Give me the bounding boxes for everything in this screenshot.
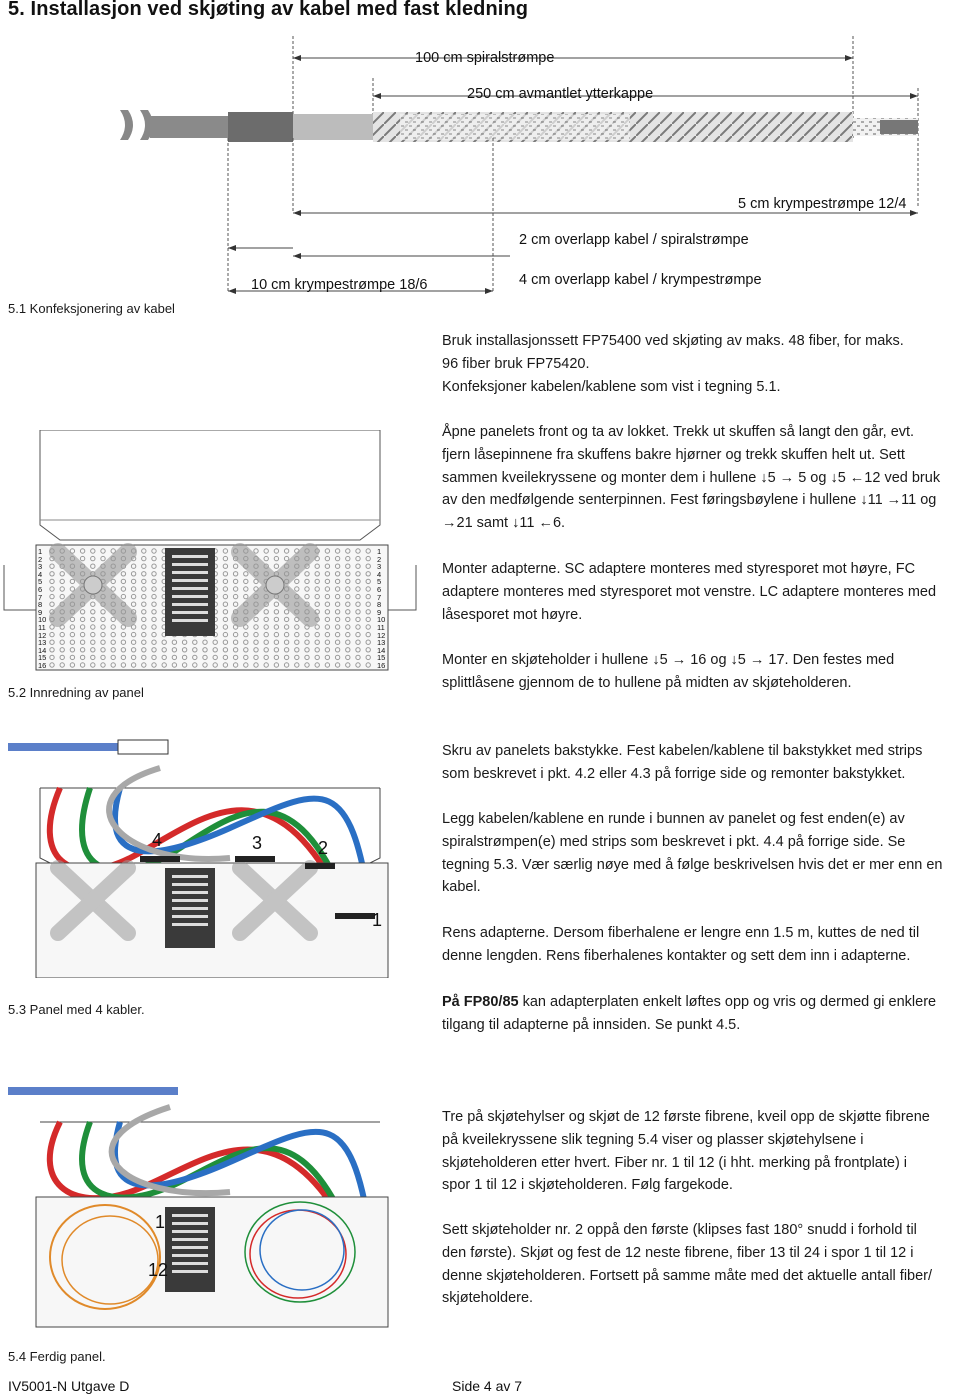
fp80-bold: På FP80/85 bbox=[442, 994, 519, 1010]
cable-diagram bbox=[0, 28, 960, 308]
paragraph-cable-routing: Legg kabelen/kablene en runde i bunnen av panelet og fest enden(e) av spiralstrømpen(e) med strips som beskrevet i pkt. 4.4 på forrige side. Se tegning 5.3. Vær særlig nøye med å følge beskrivelsen hvis det er mer enn en kabel. bbox=[442, 811, 943, 896]
cable-number-4: 4 bbox=[152, 830, 163, 850]
label-overlap-4cm: 4 cm overlapp kabel / krympestrømpe bbox=[519, 272, 762, 288]
figure-caption-5-4: 5.4 Ferdig panel. bbox=[8, 1349, 106, 1364]
paragraph-fp80: På FP80/85 kan adapterplaten enkelt løftes opp og vris og dermed gi enklere tilgang til adapterne på innsiden. Se punkt 4.5. bbox=[442, 994, 937, 1033]
label-outer-jacket: 250 cm avmantlet ytterkappe bbox=[467, 86, 654, 102]
holder-number-12: 12 bbox=[148, 1260, 169, 1280]
paragraph-clean-adapters: Rens adapterne. Dersom fiberhalene er lengre enn 1.5 m, kuttes de ned til denne lengden. Rens fiberhalenes kontakter og sett dem inn i adapterne. bbox=[442, 925, 920, 964]
label-shrink-big: 10 cm krympestrømpe 18/6 bbox=[251, 277, 428, 293]
paragraph-open-panel: Åpne panelets front og ta av lokket. Trekk ut skuffen så langt den går, evt. fjern låsepinnene fra skuffens bakre hjørner og trekk skuffen helt ut. Sett sammen kveilekryssene og monter dem i hullene ↓5 → 5 og ↓5 ←12 ved bruk av den medfølgende senterpinnen. Fest føringsbøylene i hullene ↓11 →11 og →21 samt ↓11 ←6. bbox=[442, 424, 941, 532]
paragraph-installation-set: Bruk installasjonssett FP75400 ved skjøting av maks. 48 fiber, for maks. 96 fiber bruk FP75420. Konfeksjoner kabelen/kablene som vist i tegning 5.1. bbox=[442, 333, 904, 395]
figure-caption-5-1: 5.1 Konfeksjonering av kabel bbox=[8, 301, 175, 316]
label-shrink-small: 5 cm krympestrømpe 12/4 bbox=[738, 196, 907, 212]
row-numbers-right: 1 2 3 4 5 6 7 8 9 10 11 12 13 14 15 16 bbox=[377, 547, 386, 670]
paragraph-splice-holder: Monter en skjøteholder i hullene ↓5 → 16 og ↓5 → 17. Den festes med splittlåsene gjennom de to hullene på midten av skjøteholderen. bbox=[442, 652, 895, 691]
label-spiral: 100 cm spiralstrømpe bbox=[415, 50, 555, 66]
figure-caption-5-3: 5.3 Panel med 4 kabler. bbox=[8, 1002, 145, 1017]
cable-number-2: 2 bbox=[318, 838, 329, 858]
footer-doc-id: IV5001-N Utgave D bbox=[8, 1378, 130, 1394]
page-title: 5. Installasjon ved skjøting av kabel med fast kledning bbox=[8, 0, 529, 20]
panel-cables-diagram bbox=[0, 738, 420, 978]
paragraph-back-piece: Skru av panelets bakstykke. Fest kabelen/kablene til bakstykket med strips som beskrevet i pkt. 4.2 eller 4.3 på forrige side og remonter bakstykket. bbox=[442, 743, 923, 782]
paragraph-splicing: Tre på skjøtehylser og skjøt de 12 første fibrene, kveil opp de skjøtte fibrene på kveilekryssene slik tegning 5.4 viser og plasser skjøtehylsene i skjøteholderen etter hvert. Fiber nr. 1 til 12 (i hht. merking på frontplate) i spor 1 til 12 i skjøteholderen. Følg fargekode. bbox=[442, 1109, 930, 1194]
footer-page-number: Side 4 av 7 bbox=[452, 1378, 523, 1394]
paragraph-adapters: Monter adapterne. SC adaptere monteres med styresporet mot høyre, FC adaptere monteres med styresporet mot venstre. LC adaptere monteres med låsesporet mot høyre. bbox=[442, 561, 937, 623]
cable-number-1: 1 bbox=[372, 910, 383, 930]
label-overlap-2cm: 2 cm overlapp kabel / spiralstrømpe bbox=[519, 232, 749, 248]
paragraph-second-holder: Sett skjøteholder nr. 2 oppå den første (klipses fast 180° snudd i forhold til den første). Skjøt og fest de 12 neste fibrene, fiber 13 til 24 i spor 1 til 12 i denne skjøteholderen. Fortsett på samme måte med det aktuelle antall fiber/ skjøteholdere. bbox=[442, 1222, 933, 1307]
row-numbers-left: 1 2 3 4 5 6 7 8 9 10 11 12 13 14 15 16 bbox=[38, 547, 47, 670]
cable-number-3: 3 bbox=[252, 833, 263, 853]
holder-number-1: 1 bbox=[155, 1212, 166, 1232]
figure-caption-5-2: 5.2 Innredning av panel bbox=[8, 685, 144, 700]
finished-panel-diagram bbox=[0, 1082, 420, 1332]
panel-diagram bbox=[0, 430, 420, 675]
